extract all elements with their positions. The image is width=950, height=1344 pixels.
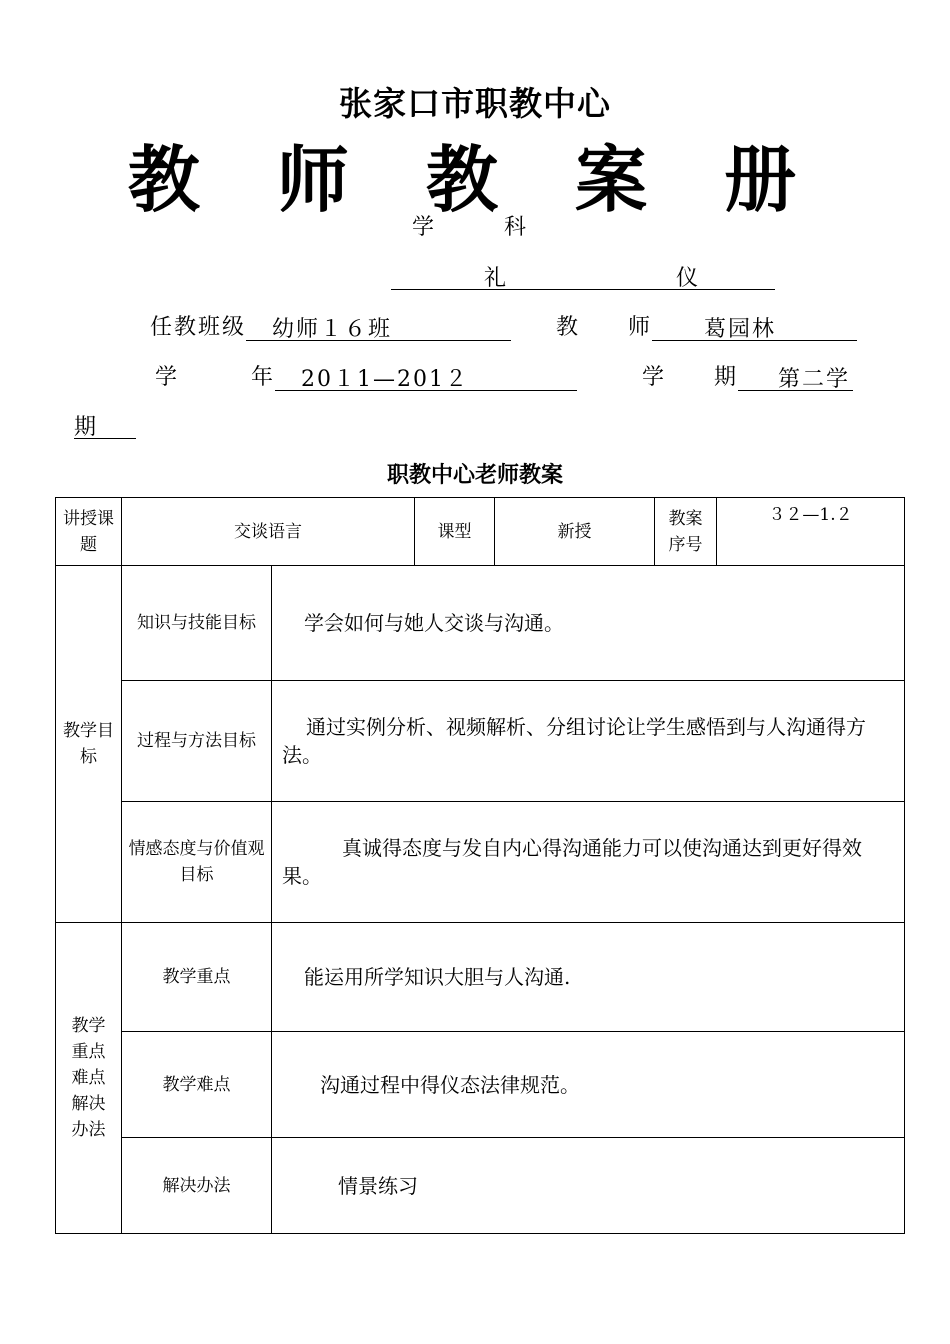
difficulty-row [56,1032,905,1138]
teacher-value: 葛园林 [704,317,777,342]
goal-process-text: 通过实例分析、视频解析、分组讨论让学生感悟到与人沟通得方法。 [272,681,905,802]
keys-label: 教学重点难点解决办法 [56,923,122,1234]
teacher-row [556,310,857,341]
goal-emotion-text: 真诚得态度与发自内心得沟通能力可以使沟通达到更好得效果。 [272,802,905,923]
goal-knowledge-text: 学会如何与她人交谈与沟通。 [272,566,905,681]
book-title: 教 师 教 案 册 [127,138,823,222]
difficulty-label: 教学难点 [122,1032,272,1138]
difficulty-text: 沟通过程中得仪态法律规范。 [272,1032,905,1138]
solution-text: 情景练习 [272,1138,905,1234]
key-point-text: 能运用所学知识大胆与人沟通. [272,923,905,1032]
key-point-row [56,923,905,1032]
year-value: 20１1—201２ [301,367,469,392]
solution-row [56,1138,905,1234]
term-label: 学 期 [642,365,739,390]
solution-label: 解决办法 [122,1138,272,1234]
year-label: 学 年 [155,365,276,390]
class-label: 任教班级 [150,315,247,340]
subject-value: 礼仪 [484,266,869,291]
topic-row [56,498,905,566]
goal-knowledge-row [56,566,905,681]
goal-emotion-row [56,802,905,923]
goal-process-label: 过程与方法目标 [122,681,272,802]
topic-value: 交谈语言 [122,498,415,566]
type-label: 课型 [415,498,495,566]
goal-emotion-label: 情感态度与价值观目标 [122,802,272,923]
section-title: 职教中心老师教案 [386,463,563,488]
class-row [150,310,511,341]
seq-label: 教案序号 [655,498,717,566]
goal-knowledge-label: 知识与技能目标 [122,566,272,681]
goal-process-row [56,681,905,802]
subject-label: 学科 [412,215,597,240]
type-value: 新授 [495,498,655,566]
term-row [642,360,853,391]
lesson-plan-table [55,497,905,1234]
class-value: 幼师１６班 [272,317,393,342]
topic-label: 讲授课题 [56,498,122,566]
teacher-label: 教 师 [556,315,653,340]
seq-value: ３２—1.２ [717,498,905,566]
school-name: 张家口市职教中心 [339,84,611,123]
term-value-line2: 期 [74,415,99,440]
term-row-continued [74,410,136,439]
goals-label: 教学目标 [56,566,122,923]
term-value-line1: 第二学 [778,367,851,392]
year-row [155,360,577,391]
key-point-label: 教学重点 [122,923,272,1032]
